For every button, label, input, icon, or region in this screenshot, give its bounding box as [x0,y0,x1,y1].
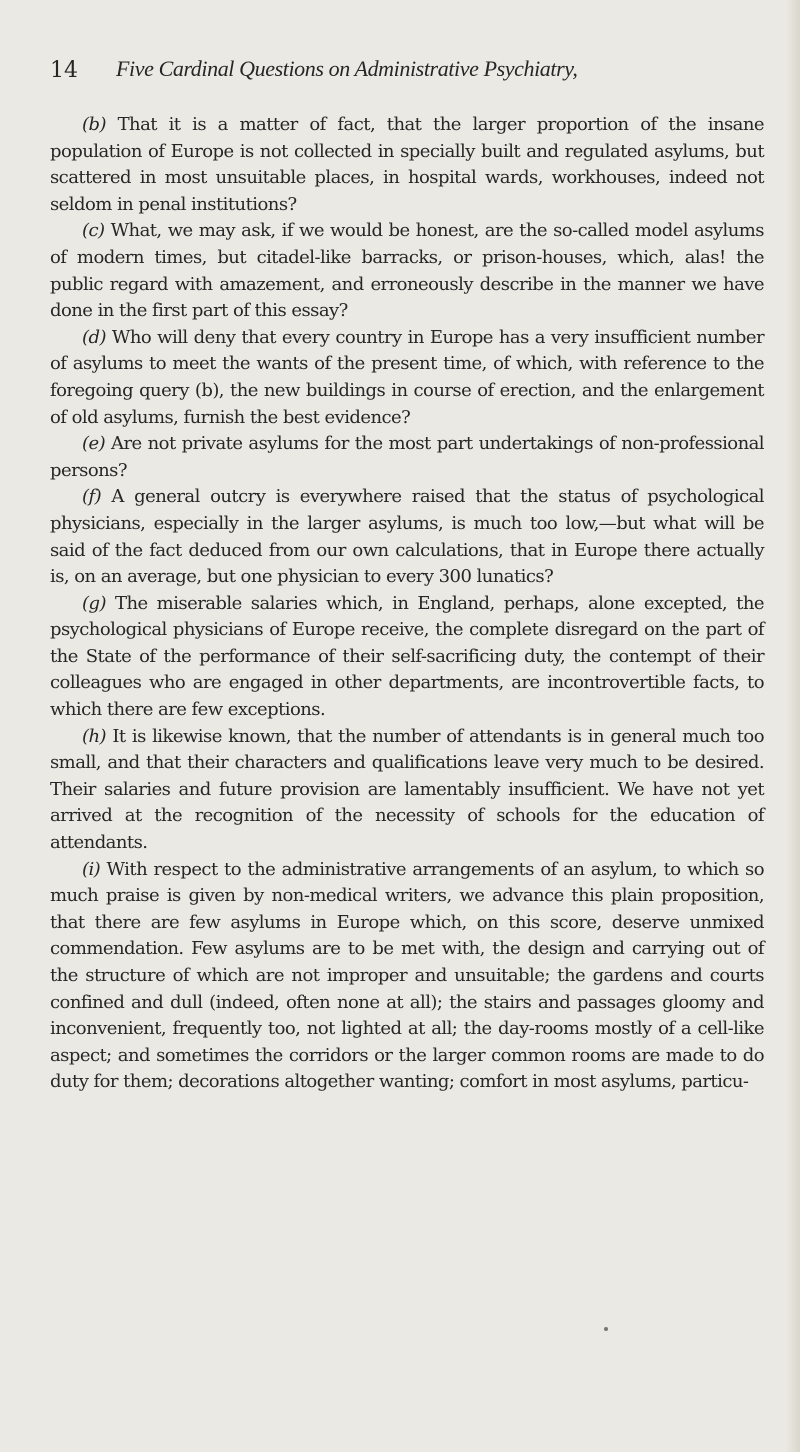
page-edge-shadow [786,0,800,1452]
query-g-paragraph [50,591,764,724]
body-text [50,112,764,1096]
query-i-paragraph [50,857,764,1096]
query-label: (f) [82,486,102,508]
query-h-paragraph [50,724,764,857]
query-text: Who will deny that every country in Europe has a very insufficient number of asylums to meet the wants of the present time, of which, with reference to the foregoing query (b), the new buildings in course of erection, and the enlargement of old asylums, furnish the best evidence? [50,326,764,428]
query-text: Are not private asylums for the most part undertakings of non-professional persons? [50,433,764,481]
page-header [50,54,770,94]
query-text: With respect to the administrative arrangements of an asylum, to which so much praise is given by non-medical writers, we advance this plain proposition, that there are few asylums in Europe which, on this score, deserve unmixed commendation. Few asylums are to be met with, the design and carrying out of the structure of which are not improper and unsuitable; the gardens and courts confined and dull (indeed, often none at all); the stairs and passages gloomy and inconvenient, frequently too, not lighted at all; the day-rooms mostly of a cell-like aspect; and sometimes the corridors or the larger common rooms are made to do duty for them; decorations altogether wanting; comfort in most asylums, particu- [50,858,764,1093]
query-label: (i) [82,858,101,880]
query-text: It is likewise known, that the number of attendants is in general much too small, and that their characters and qualifications leave very much to be desired. Their salaries and future provision are lamentably insufficient. We have not yet arrived at the recognition of the necessity of schools for the education of attendants. [50,725,764,854]
ink-speck [604,1327,608,1331]
query-text: The miserable salaries which, in England, perhaps, alone excepted, the psychological physicians of Europe receive, the complete disregard on the part of the State of the performance of their self-sacrificing duty, the contempt of their colleagues who are engaged in other departments, are incontrovertible facts, to which there are few exceptions. [50,592,764,721]
running-title: Five Cardinal Questions on Administrative Psychiatry, [116,56,578,81]
query-d-paragraph [50,325,764,431]
page-number: 14 [50,58,78,83]
query-text: What, we may ask, if we would be honest, are the so-called model asylums of modern times, but citadel-like barracks, or prison-houses, which, alas! the public regard with amazement, and erroneously describe in the manner we have done in the first part of this essay? [50,220,764,322]
query-c-paragraph [50,218,764,324]
query-text: That it is a matter of fact, that the larger proportion of the insane population of Europe is not collected in specially built and regulated asylums, but scattered in most unsuitable places, in hospital wards, workhouses, indeed not seldom in penal institutions? [50,114,764,215]
query-label: (e) [82,433,106,455]
query-f-paragraph [50,484,764,590]
query-label: (d) [82,326,106,348]
query-label: (c) [82,220,105,242]
query-b-paragraph [50,112,764,218]
query-label: (h) [82,725,106,747]
query-e-paragraph [50,431,764,484]
query-text: A general outcry is everywhere raised that the status of psychological physicians, especially in the larger asylums, is much too low,—but what will be said of the fact deduced from our own calculations, that in Europe there actually is, on an average, but one physician to every 300 lunatics? [50,486,765,588]
query-label: (b) [82,114,106,135]
query-label: (g) [82,592,106,614]
